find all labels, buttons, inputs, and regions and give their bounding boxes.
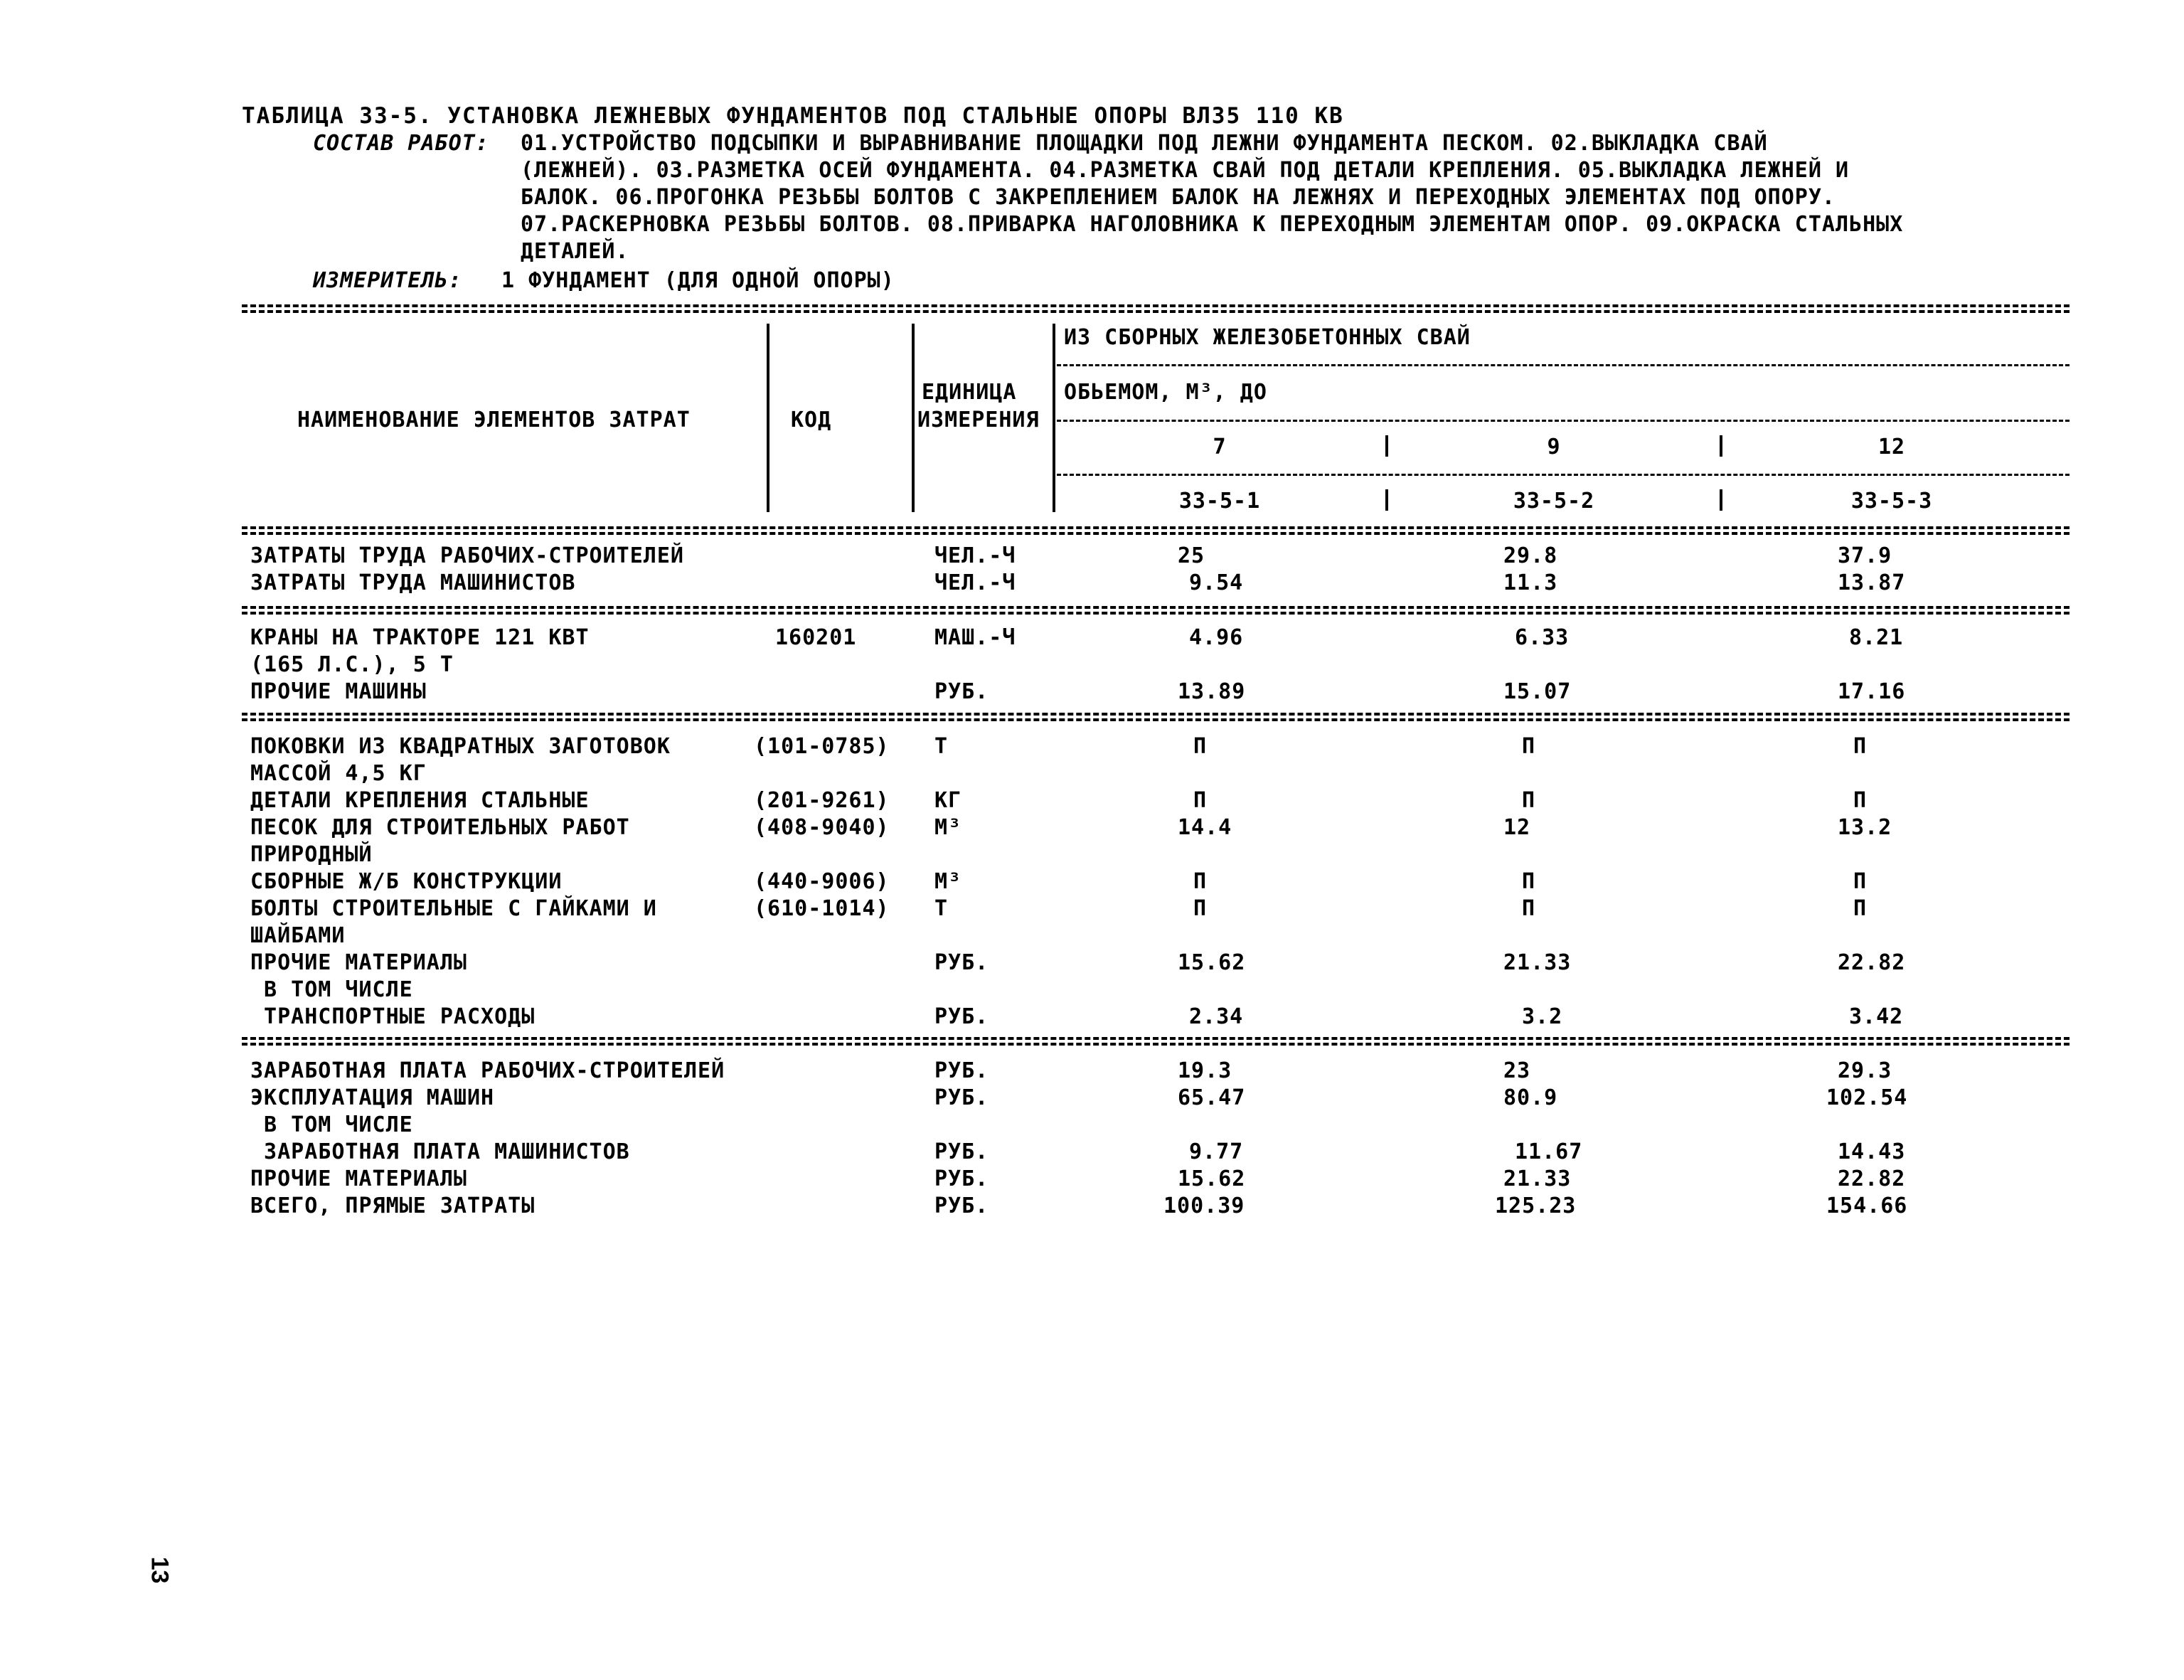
- table-row-value: 12: [1503, 815, 1531, 840]
- table-row-value: 23: [1503, 1058, 1531, 1083]
- col-divider-v1-b: [1385, 489, 1388, 511]
- table-row-name: ПОКОВКИ ИЗ КВАДРАТНЫХ ЗАГОТОВОК: [250, 734, 671, 759]
- col-divider-values: [1053, 324, 1055, 512]
- table-row-name: КРАНЫ НА ТРАКТОРЕ 121 КВТ: [250, 625, 590, 650]
- table-row-value: 9.54: [1189, 570, 1244, 595]
- table-row-value: 29.8: [1503, 543, 1558, 568]
- table-row-name: ПРОЧИЕ МАТЕРИАЛЫ: [250, 1166, 467, 1191]
- col-divider-code: [767, 324, 769, 512]
- table-row-value: П: [1853, 896, 1868, 921]
- table-row-value: 15.62: [1178, 950, 1246, 975]
- work-composition-label: СОСТАВ РАБОТ:: [313, 131, 489, 156]
- work-line-1: 01.УСТРОЙСТВО ПОДСЫПКИ И ВЫРАВНИВАНИЕ ПЛОЩАДКИ ПОД ЛЕЖНИ ФУНДАМЕНТА ПЕСКОМ. 02.ВЫКЛАДКА СВАЙ: [521, 131, 1768, 156]
- table-row-name: ПРОЧИЕ МАШИНЫ: [250, 679, 427, 704]
- header-volume-1: 7: [1213, 435, 1227, 459]
- measure-value: 1 ФУНДАМЕНТ (ДЛЯ ОДНОЙ ОПОРЫ): [501, 268, 895, 293]
- table-title: ТАБЛИЦА 33-5. УСТАНОВКА ЛЕЖНЕВЫХ ФУНДАМЕНТОВ ПОД СТАЛЬНЫЕ ОПОРЫ ВЛ35 110 КВ: [242, 103, 1344, 129]
- rule-top-1: [242, 304, 2070, 307]
- header-volume: ОБЬЕМОМ, М³, ДО: [1064, 380, 1267, 405]
- table-row-value: 37.9: [1838, 543, 1892, 568]
- table-row-value: П: [1193, 869, 1208, 894]
- table-row-value: 17.16: [1838, 679, 1906, 704]
- header-code: КОД: [791, 408, 832, 432]
- table-row-value: 21.33: [1503, 1166, 1572, 1191]
- table-row-value: П: [1193, 896, 1208, 921]
- table-row-value: 102.54: [1826, 1085, 1908, 1110]
- table-row-code: (440-9006): [754, 869, 890, 894]
- header-unit-line2: ИЗМЕРЕНИЯ: [917, 408, 1040, 432]
- rule-header-bottom-1: [242, 526, 2070, 529]
- rule-section-1-b: [242, 612, 2070, 615]
- table-row-code: 160201: [775, 625, 857, 650]
- table-row-value: 14.4: [1178, 815, 1232, 840]
- table-row-value: П: [1522, 734, 1536, 759]
- table-row-code: (201-9261): [754, 788, 890, 813]
- col-divider-v1-a: [1385, 435, 1388, 457]
- rule-section-2-b: [242, 718, 2070, 721]
- table-row-value: П: [1522, 788, 1536, 813]
- table-row-value: 4.96: [1189, 625, 1244, 650]
- table-row-value: 13.87: [1838, 570, 1906, 595]
- table-row-name: ЗАРАБОТНАЯ ПЛАТА МАШИНИСТОВ: [250, 1139, 630, 1164]
- header-volume-2: 9: [1547, 435, 1561, 459]
- table-row-value: 22.82: [1838, 950, 1906, 975]
- table-row-unit: М³: [934, 815, 962, 840]
- header-volume-3: 12: [1877, 435, 1906, 459]
- table-row-value: 11.67: [1515, 1139, 1583, 1164]
- table-row-unit: РУБ.: [934, 1058, 989, 1083]
- table-row-unit: РУБ.: [934, 1139, 989, 1164]
- table-row-value: П: [1853, 869, 1868, 894]
- header-name: НАИМЕНОВАНИЕ ЭЛЕМЕНТОВ ЗАТРАТ: [297, 408, 691, 432]
- table-row-name: МАССОЙ 4,5 КГ: [250, 761, 427, 786]
- header-code-3: 33-5-3: [1850, 489, 1933, 514]
- table-row-value: 125.23: [1495, 1193, 1577, 1218]
- table-row-unit: М³: [934, 869, 962, 894]
- table-row-value: 11.3: [1503, 570, 1558, 595]
- table-row-name: БОЛТЫ СТРОИТЕЛЬНЫЕ С ГАЙКАМИ И: [250, 896, 657, 921]
- table-row-value: 22.82: [1838, 1166, 1906, 1191]
- table-row-value: 14.43: [1838, 1139, 1906, 1164]
- header-group: ИЗ СБОРНЫХ ЖЕЛЕЗОБЕТОННЫХ СВАЙ: [1064, 325, 1471, 350]
- rule-header-bottom-2: [242, 532, 2070, 535]
- table-row-unit: Т: [934, 896, 949, 921]
- table-row-name: ПЕСОК ДЛЯ СТРОИТЕЛЬНЫХ РАБОТ: [250, 815, 630, 840]
- table-row-name: В ТОМ ЧИСЛЕ: [250, 977, 413, 1002]
- table-row-unit: РУБ.: [934, 1166, 989, 1191]
- table-row-value: 2.34: [1189, 1004, 1244, 1029]
- table-row-name: ДЕТАЛИ КРЕПЛЕНИЯ СТАЛЬНЫЕ: [250, 788, 590, 813]
- rule-section-2-a: [242, 713, 2070, 716]
- table-row-code: (610-1014): [754, 896, 890, 921]
- table-row-unit: ЧЕЛ.-Ч: [934, 570, 1016, 595]
- table-row-value: 65.47: [1178, 1085, 1246, 1110]
- table-row-value: 29.3: [1838, 1058, 1892, 1083]
- table-row-value: 154.66: [1826, 1193, 1908, 1218]
- table-row-value: П: [1853, 788, 1868, 813]
- table-row-name: ЗАРАБОТНАЯ ПЛАТА РАБОЧИХ-СТРОИТЕЛЕЙ: [250, 1058, 725, 1083]
- rule-section-1-a: [242, 606, 2070, 609]
- rule-header-sub-3: [1057, 474, 2070, 476]
- table-row-code: (101-0785): [754, 734, 890, 759]
- table-row-value: П: [1193, 734, 1208, 759]
- table-row-unit: КГ: [934, 788, 962, 813]
- work-line-4: 07.РАСКЕРНОВКА РЕЗЬБЫ БОЛТОВ. 08.ПРИВАРКА НАГОЛОВНИКА К ПЕРЕХОДНЫМ ЭЛЕМЕНТАМ ОПОР. 09.ОКРАСКА СТАЛЬНЫХ: [521, 212, 1904, 237]
- table-row-value: 13.2: [1838, 815, 1892, 840]
- table-row-unit: РУБ.: [934, 679, 989, 704]
- header-code-1: 33-5-1: [1178, 489, 1261, 514]
- col-divider-v2-a: [1720, 435, 1722, 457]
- table-row-unit: РУБ.: [934, 950, 989, 975]
- table-row-name: СБОРНЫЕ Ж/Б КОНСТРУКЦИИ: [250, 869, 563, 894]
- table-row-value: 100.39: [1163, 1193, 1245, 1218]
- table-row-unit: РУБ.: [934, 1004, 989, 1029]
- rule-header-sub-1: [1057, 364, 2070, 366]
- table-row-value: 8.21: [1849, 625, 1904, 650]
- table-row-value: 9.77: [1189, 1139, 1244, 1164]
- table-row-unit: РУБ.: [934, 1193, 989, 1218]
- table-row-name: ШАЙБАМИ: [250, 923, 346, 948]
- table-row-value: П: [1853, 734, 1868, 759]
- rule-section-3-b: [242, 1043, 2070, 1046]
- table-row-unit: Т: [934, 734, 949, 759]
- table-row-value: 21.33: [1503, 950, 1572, 975]
- table-row-name: ЭКСПЛУАТАЦИЯ МАШИН: [250, 1085, 495, 1110]
- table-row-value: П: [1522, 869, 1536, 894]
- measure-label: ИЗМЕРИТЕЛЬ:: [313, 268, 462, 293]
- table-row-value: 3.2: [1522, 1004, 1563, 1029]
- table-row-name: В ТОМ ЧИСЛЕ: [250, 1112, 413, 1137]
- table-row-name: ЗАТРАТЫ ТРУДА РАБОЧИХ-СТРОИТЕЛЕЙ: [250, 543, 684, 568]
- table-row-value: 3.42: [1849, 1004, 1904, 1029]
- table-row-name: ЗАТРАТЫ ТРУДА МАШИНИСТОВ: [250, 570, 576, 595]
- table-row-value: 6.33: [1515, 625, 1570, 650]
- work-line-5: ДЕТАЛЕЙ.: [521, 239, 629, 264]
- rule-header-sub-2: [1057, 420, 2070, 422]
- table-row-value: 80.9: [1503, 1085, 1558, 1110]
- table-row-name: ВСЕГО, ПРЯМЫЕ ЗАТРАТЫ: [250, 1193, 536, 1218]
- table-row-value: П: [1193, 788, 1208, 813]
- table-row-value: 15.07: [1503, 679, 1572, 704]
- table-row-value: 15.62: [1178, 1166, 1246, 1191]
- table-row-value: П: [1522, 896, 1536, 921]
- page-number: 13: [146, 1556, 174, 1584]
- table-row-name: ПРИРОДНЫЙ: [250, 842, 373, 867]
- col-divider-unit: [912, 324, 915, 512]
- work-line-3: БАЛОК. 06.ПРОГОНКА РЕЗЬБЫ БОЛТОВ С ЗАКРЕПЛЕНИЕМ БАЛОК НА ЛЕЖНЯХ И ПЕРЕХОДНЫХ ЭЛЕМЕНТАХ ПОД ОПОРУ.: [521, 185, 1836, 210]
- table-row-name: (165 Л.С.), 5 Т: [250, 652, 454, 677]
- rule-top-2: [242, 310, 2070, 313]
- table-row-value: 25: [1178, 543, 1205, 568]
- header-code-2: 33-5-2: [1513, 489, 1595, 514]
- col-divider-v2-b: [1720, 489, 1722, 511]
- table-row-unit: МАШ.-Ч: [934, 625, 1016, 650]
- table-row-unit: РУБ.: [934, 1085, 989, 1110]
- work-line-2: (ЛЕЖНЕЙ). 03.РАЗМЕТКА ОСЕЙ ФУНДАМЕНТА. 04.РАЗМЕТКА СВАЙ ПОД ДЕТАЛИ КРЕПЛЕНИЯ. 05.ВЫКЛАДКА ЛЕЖНЕЙ И: [521, 158, 1850, 183]
- table-row-name: ПРОЧИЕ МАТЕРИАЛЫ: [250, 950, 467, 975]
- header-unit-line1: ЕДИНИЦА: [922, 380, 1017, 405]
- table-row-name: ТРАНСПОРТНЫЕ РАСХОДЫ: [250, 1004, 536, 1029]
- rule-section-3-a: [242, 1037, 2070, 1040]
- table-row-value: 19.3: [1178, 1058, 1232, 1083]
- table-row-code: (408-9040): [754, 815, 890, 840]
- table-row-unit: ЧЕЛ.-Ч: [934, 543, 1016, 568]
- table-row-value: 13.89: [1178, 679, 1246, 704]
